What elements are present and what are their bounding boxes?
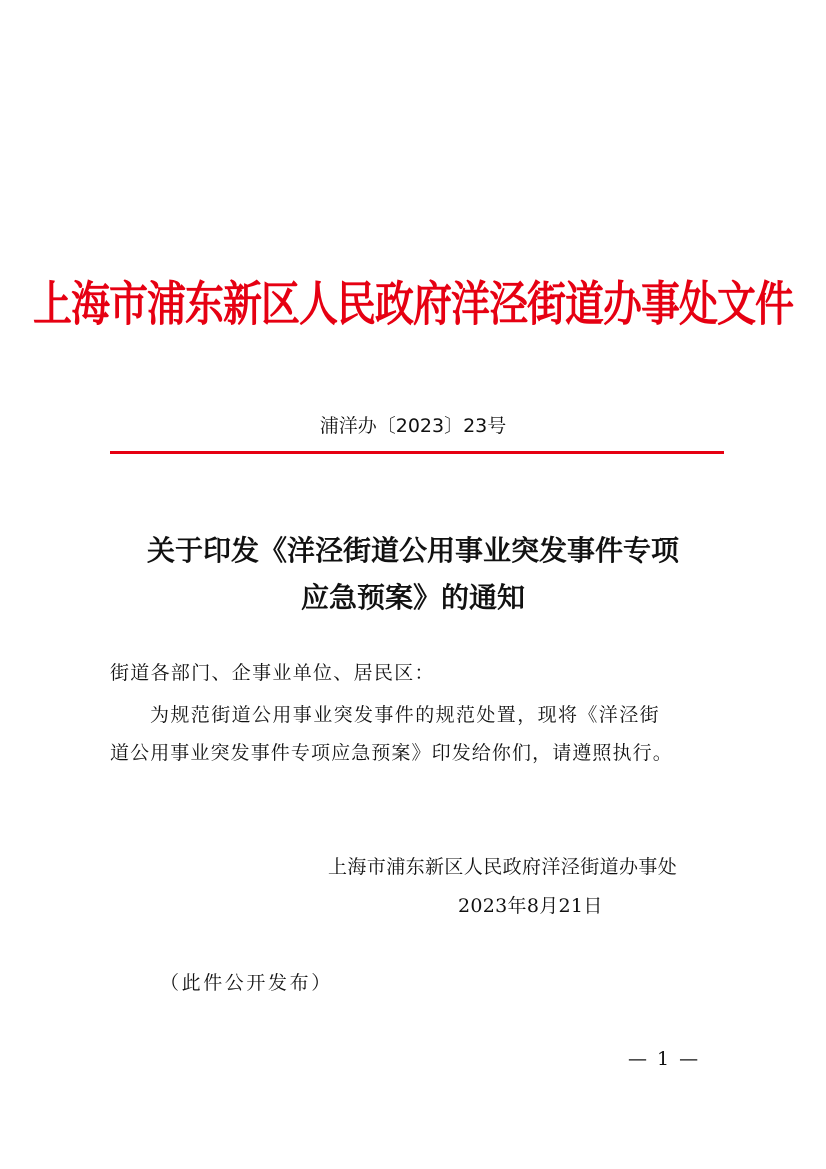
body-paragraph-line-1: 为规范街道公用事业突发事件的规范处置，现将《洋泾街 xyxy=(150,704,661,726)
body-paragraph-line-2: 道公用事业突发事件专项应急预案》印发给你们，请遵照执行。 xyxy=(110,742,673,764)
signing-authority: 上海市浦东新区人民政府洋泾街道办事处 xyxy=(328,856,678,878)
notice-title-line-2: 应急预案》的通知 xyxy=(300,581,525,614)
red-separator-line xyxy=(110,451,724,454)
notice-title-line-1: 关于印发《洋泾街道公用事业突发事件专项 xyxy=(146,534,679,567)
signing-date: 2023年8月21日 xyxy=(458,895,603,917)
page-number: — 1 — xyxy=(628,1048,701,1070)
issuer-header-title: 上海市浦东新区人民政府洋泾街道办事处文件 xyxy=(32,276,793,333)
salutation: 街道各部门、企事业单位、居民区： xyxy=(110,662,435,684)
publication-note: （此件公开发布） xyxy=(160,972,333,994)
document-number: 浦洋办〔2023〕23号 xyxy=(319,415,507,437)
